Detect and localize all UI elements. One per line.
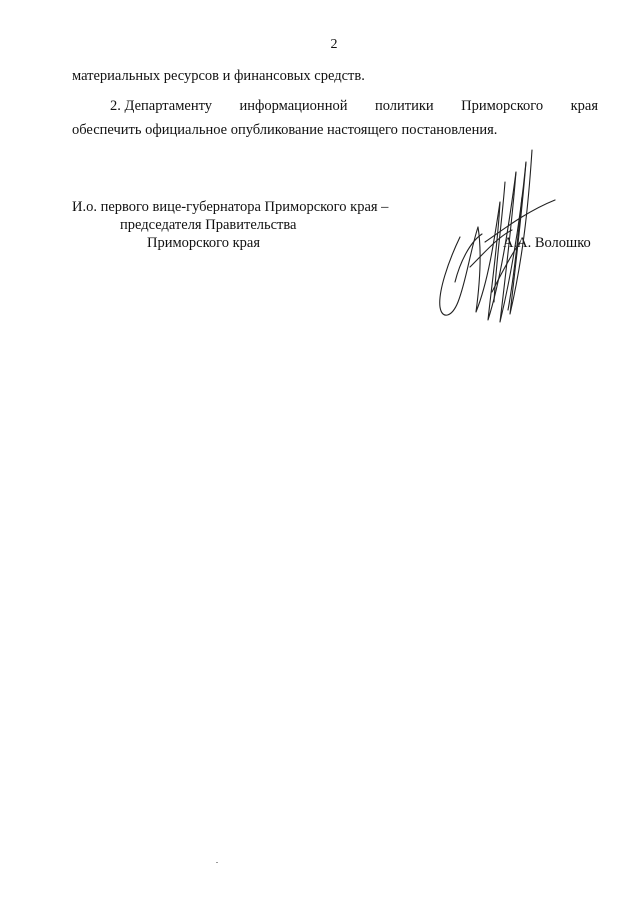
signatory-title-line-2: председателя Правительства (120, 217, 297, 233)
paragraph-2-word: политики (374, 98, 434, 114)
signatory-title-line-1: И.о. первого вице-губернатора Приморского края – (72, 199, 389, 215)
paragraph-1-continuation: материальных ресурсов и финансовых средств. (72, 68, 365, 84)
paragraph-2-word: Приморского (461, 98, 544, 114)
signatory-title-line-3: Приморского края (147, 235, 261, 251)
page-number: 2 (330, 37, 338, 52)
paragraph-2-word: информационной (239, 98, 348, 114)
signatory-name: А.А. Волошко (503, 235, 591, 251)
paragraph-2-first-line (110, 99, 598, 114)
paragraph-2-word: 2. Департаменту (110, 98, 212, 114)
paragraph-2-second-line: обеспечить официальное опубликование настоящего постановления. (72, 122, 498, 138)
handwritten-signature (430, 142, 565, 327)
paragraph-2-word: края (570, 98, 598, 114)
scan-artifact-dot (216, 862, 218, 863)
